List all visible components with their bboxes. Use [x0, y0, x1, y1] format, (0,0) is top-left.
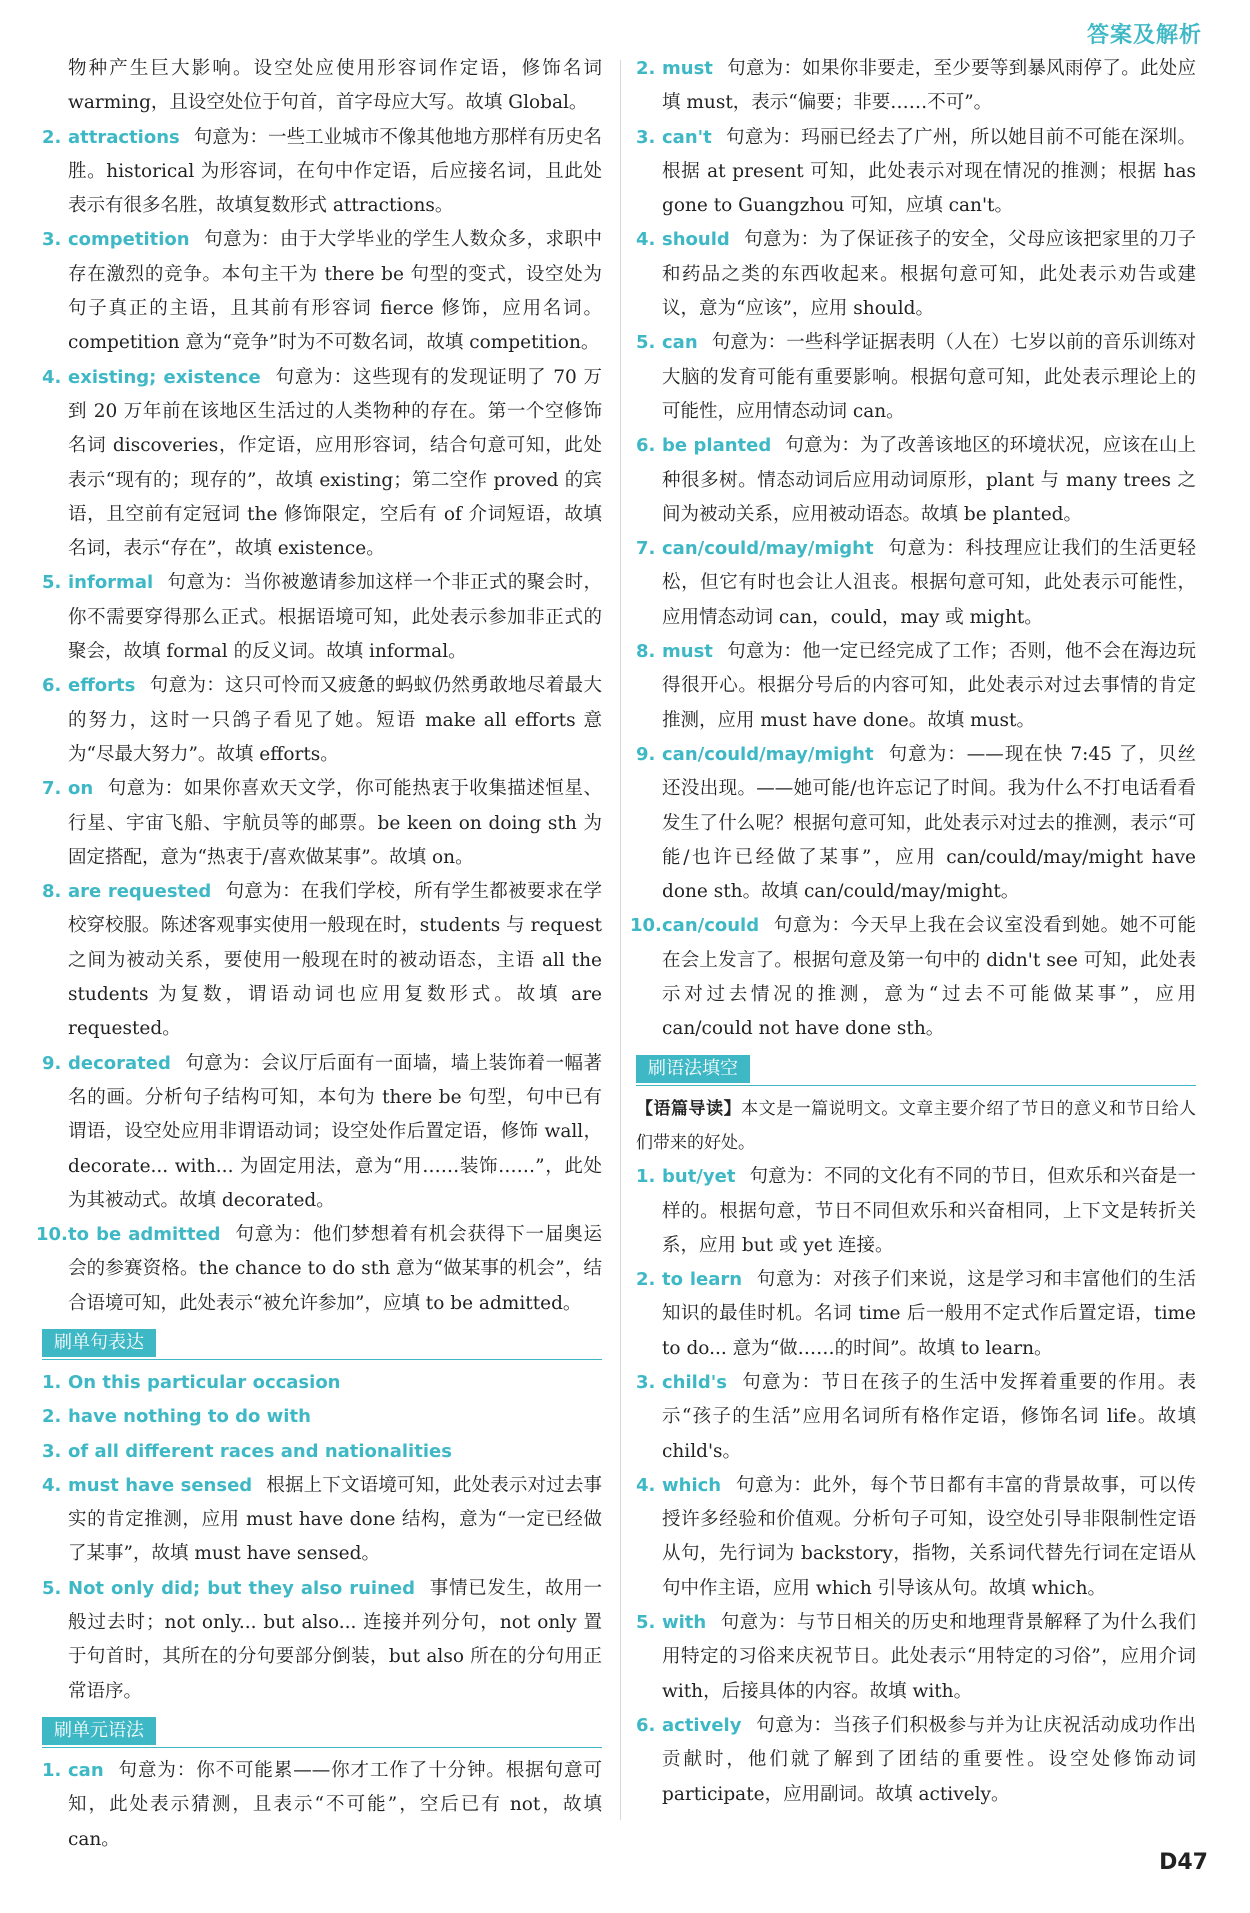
answer-text: to learn: [662, 1269, 743, 1291]
section-header: [42, 1329, 602, 1360]
section-label: 刷单句表达: [42, 1329, 156, 1357]
answer-text: actively: [662, 1714, 742, 1736]
explanation-text: 句意为：科技理应让我们的生活更轻松，但它有时也会让人沮丧。根据句意可知，此处表示可能性，应用情态动词 can，could，may 或 might。: [662, 538, 1196, 628]
answer-text: must: [662, 641, 713, 663]
answer-item: [42, 1400, 602, 1434]
answer-item: [636, 121, 1196, 224]
item-number: 2.: [42, 1406, 62, 1428]
left-column: [36, 52, 602, 1857]
explanation-text: 句意为：玛丽已经去了广州，所以她目前不可能在深圳。根据 at present 可知，此处表示对现在情况的推测；根据 has gone to Guangzhou 可知，应填 can't。: [662, 126, 1196, 217]
item-number: 6.: [636, 435, 656, 457]
item-number: 3.: [636, 1371, 656, 1393]
header-title: 答案及解析: [1086, 23, 1202, 48]
answer-item: [42, 1435, 602, 1469]
answer-text: are requested: [68, 881, 212, 903]
answer-item: [636, 1606, 1196, 1709]
answer-text: existing; existence: [68, 366, 261, 388]
answer-item: [636, 532, 1196, 635]
answer-text: to be admitted: [68, 1224, 221, 1246]
answer-item: [636, 1469, 1196, 1606]
item-number: 3.: [42, 229, 62, 251]
passage-intro: [636, 1092, 1196, 1161]
explanation-text: 句意为：当孩子们积极参与并为让庆祝活动成功作出贡献时，他们就了解到了团结的重要性。设空处修饰动词 participate，应用副词。故填 actively。: [662, 1714, 1196, 1805]
answer-text: should: [662, 229, 730, 251]
answer-text: Not only did; but they also ruined: [68, 1577, 416, 1599]
item-number: 4.: [636, 1474, 656, 1496]
answer-text: can't: [662, 126, 712, 148]
item-number: 5.: [42, 572, 62, 594]
answer-text: competition: [68, 229, 190, 251]
answer-text: efforts: [68, 675, 136, 697]
explanation-text: 句意为：为了改善该地区的环境状况，应该在山上种很多树。情态动词后应用动词原形，plant 与 many trees 之间为被动关系，应用被动语态。故填 be planted。: [662, 435, 1196, 525]
explanation-text: 句意为：与节日相关的历史和地理背景解释了为什么我们用特定的习俗来庆祝节日。此处表示“用特定的习俗”，应用介词 with，后接具体的内容。故填 with。: [662, 1612, 1196, 1702]
item-number: 1.: [42, 1759, 62, 1781]
explanation-text: 句意为：节日在孩子的生活中发挥着重要的作用。表示“孩子的生活”应用名词所有格作定语，修饰名词 life。故填 child's。: [662, 1371, 1196, 1462]
answer-item: [42, 875, 602, 1046]
item-number: 5.: [636, 332, 656, 354]
answer-item: [42, 1047, 602, 1218]
item-number: 10.: [36, 1224, 68, 1246]
explanation-text: 句意为：——现在快 7:45 了，贝丝还没出现。——她可能/也许忘记了时间。我为什么不打电话看看发生了什么呢？根据句意可知，此处表示对过去的推测，表示“可能/也许已经做了某事”，应用 can/could/may/might have done sth。故填 can/could/may/might。: [662, 743, 1196, 903]
answer-item: [42, 772, 602, 875]
answer-item: [42, 566, 602, 669]
answer-text: have nothing to do with: [68, 1406, 311, 1428]
answer-item: [36, 1218, 602, 1321]
explanation-text: 句意为：此外，每个节日都有丰富的背景故事，可以传授许多经验和价值观。分析句子可知，设空处引导非限制性定语从句，先行词为 backstory，指物，关系词代替先行词在定语从句中作主语，应用 which 引导该从句。故填 which。: [662, 1474, 1196, 1599]
section-label: 刷单元语法: [42, 1717, 156, 1745]
section-header: [42, 1717, 602, 1748]
explanation-text: 句意为：你不可能累——你才工作了十分钟。根据句意可知，此处表示猜测，且表示“不可能”，空后已有 not，故填 can。: [68, 1759, 602, 1850]
item-number: 2.: [636, 58, 656, 79]
item-number: 2.: [42, 126, 62, 148]
item-number: 6.: [42, 675, 62, 697]
answer-item: [636, 635, 1196, 738]
answer-item: [42, 1366, 602, 1400]
column-divider: [620, 60, 621, 1820]
answer-item: [636, 1263, 1196, 1366]
answer-item: [636, 326, 1196, 429]
answer-item: [636, 429, 1196, 532]
answer-item: [42, 1572, 602, 1709]
item-number: 7.: [42, 778, 62, 800]
item-number: 10.: [630, 915, 662, 937]
answer-item: [636, 223, 1196, 326]
explanation-text: 句意为：这些现有的发现证明了 70 万到 20 万年前在该地区生活过的人类物种的存在。第一个空修饰名词 discoveries，作定语，应用形容词，结合句意可知，此处表示“现有的；现存的”，故填 existing；第二空作 proved 的宾语，且空前有定冠词 the 修饰限定，空后有 of 介词短语，故填名词，表示“存在”，故填 existence。: [68, 366, 602, 560]
answer-text: on: [68, 778, 94, 800]
answer-text: On this particular occasion: [68, 1371, 341, 1393]
explanation-text: 句意为：在我们学校，所有学生都被要求在学校穿校服。陈述客观事实使用一般现在时，students 与 request 之间为被动关系，要使用一般现在时的被动语态，主语 all the students 为复数，谓语动词也应用复数形式。故填 are requested。: [68, 881, 602, 1040]
item-number: 6.: [636, 1714, 656, 1736]
item-number: 4.: [42, 1474, 62, 1496]
answer-text: with: [662, 1612, 707, 1634]
answer-text: can/could/may/might: [662, 743, 874, 765]
item-number: 8.: [636, 641, 656, 663]
item-number: 1.: [636, 1166, 656, 1188]
answer-item: [636, 738, 1196, 909]
answer-text: but/yet: [662, 1166, 736, 1188]
item-number: 9.: [42, 1052, 62, 1074]
explanation-text: 句意为：一些科学证据表明（人在）七岁以前的音乐训练对大脑的发育可能有重要影响。根据句意可知，此处表示理论上的可能性，应用情态动词 can。: [662, 332, 1196, 422]
item-number: 4.: [636, 229, 656, 251]
explanation-text: 句意为：这只可怜而又疲惫的蚂蚁仍然勇敢地尽着最大的努力，这时一只鸽子看见了她。短语 make all efforts 意为“尽最大努力”。故填 efforts。: [68, 675, 602, 765]
answer-item: [636, 52, 1196, 121]
explanation-text: 句意为：由于大学毕业的学生人数众多，求职中存在激烈的竞争。本句主干为 there be 句型的变式，设空处为句子真正的主语，且其前有形容词 fierce 修饰，应用名词。competition 意为“竞争”时为不可数名词，故填 competition。: [68, 229, 602, 354]
answer-text: can: [68, 1759, 104, 1781]
item-number: 3.: [636, 126, 656, 148]
answer-text: informal: [68, 572, 154, 594]
answer-item: [42, 223, 602, 360]
answer-item: [42, 121, 602, 224]
explanation-text: 句意为：不同的文化有不同的节日，但欢乐和兴奋是一样的。根据句意，节日不同但欢乐和兴奋相同，上下文是转折关系，应用 but 或 yet 连接。: [662, 1166, 1196, 1256]
answer-text: can: [662, 332, 698, 354]
answer-item: [636, 1160, 1196, 1263]
answer-text: can/could/may/might: [662, 538, 874, 560]
answer-text: be planted: [662, 435, 772, 457]
item-number: 1.: [42, 1371, 62, 1393]
explanation-text: 句意为：会议厅后面有一面墙，墙上装饰着一幅著名的画。分析句子结构可知，本句为 there be 句型，句中已有谓语，设空处应用非谓语动词；设空处作后置定语，修饰 wall，decorate... with... 为固定用法，意为“用……装饰……”，此处为其被动式。故填 decorated。: [68, 1052, 602, 1211]
explanation-text: 句意为：他们梦想着有机会获得下一届奥运会的参赛资格。the chance to do sth 意为“做某事的机会”，结合语境可知，此处表示“被允许参加”，应填 to be admitted。: [68, 1224, 602, 1314]
explanation-text: 句意为：一些工业城市不像其他地方那样有历史名胜。historical 为形容词，在句中作定语，后应接名词，且此处表示有很多名胜，故填复数形式 attractions。: [68, 126, 602, 217]
answer-text: must: [662, 58, 713, 79]
answer-text: can/could: [662, 915, 760, 937]
explanation-text: 句意为：他一定已经完成了工作；否则，他不会在海边玩得很开心。根据分号后的内容可知，此处表示对过去事情的肯定推测，应用 must have done。故填 must。: [662, 641, 1196, 731]
right-column: [630, 52, 1197, 1812]
answer-text: child's: [662, 1371, 727, 1393]
answer-text: attractions: [68, 126, 180, 148]
explanation-text: 句意为：今天早上我在会议室没看到她。她不可能在会上发言了。根据句意及第一句中的 didn't see 可知，此处表示对过去情况的推测，意为“过去不可能做某事”，应用 can/could not have done sth。: [662, 915, 1196, 1040]
section-header: [636, 1055, 1196, 1086]
answer-item: [42, 669, 602, 772]
section-label: 刷语法填空: [636, 1055, 750, 1083]
answer-text: which: [662, 1474, 722, 1496]
answer-item: [636, 1366, 1196, 1469]
explanation-text: 句意为：当你被邀请参加这样一个非正式的聚会时，你不需要穿得那么正式。根据语境可知，此处表示参加非正式的聚会，故填 formal 的反义词。故填 informal。: [68, 572, 602, 663]
answer-text: decorated: [68, 1052, 171, 1074]
continued-text: 物种产生巨大影响。设空处应使用形容词作定语，修饰名词 warming，且设空处位于句首，首字母应大写。故填 Global。: [68, 58, 602, 114]
answer-item: [42, 361, 602, 567]
answer-text: of all different races and nationalities: [68, 1440, 452, 1462]
answer-item: [636, 1709, 1196, 1812]
answer-item: [630, 909, 1196, 1046]
item-number: 8.: [42, 881, 62, 903]
item-number: 2.: [636, 1269, 656, 1291]
explanation-text: 句意为：如果你非要走，至少要等到暴风雨停了。此处应填 must，表示“偏要；非要……不可”。: [662, 58, 1196, 114]
answer-item: [42, 1754, 602, 1857]
explanation-text: 事情已发生，故用一般过去时；not only... but also... 连接并列分句，not only 置于句首时，其所在的分句要部分倒装，but also 所在的分句用正常语序。: [68, 1577, 602, 1702]
item-number: 4.: [42, 366, 62, 388]
intro-text: 本文是一篇说明文。文章主要介绍了节日的意义和节日给人们带来的好处。: [636, 1098, 1197, 1153]
page-number: D47: [1159, 1850, 1208, 1875]
item-number: 7.: [636, 538, 656, 560]
item-number: 9.: [636, 743, 656, 765]
explanation-text: 句意为：为了保证孩子的安全，父母应该把家里的刀子和药品之类的东西收起来。根据句意可知，此处表示劝告或建议，意为“应该”，应用 should。: [662, 229, 1196, 320]
answer-text: must have sensed: [68, 1474, 253, 1496]
explanation-text: 句意为：对孩子们来说，这是学习和丰富他们的生活知识的最佳时机。名词 time 后一般用不定式作后置定语，time to do... 意为“做……的时间”。故填 to learn。: [662, 1269, 1197, 1359]
explanation-text: 根据上下文语境可知，此处表示对过去事实的肯定推测，应用 must have done 结构，意为“一定已经做了某事”，故填 must have sensed。: [68, 1474, 602, 1565]
intro-tag: 【语篇导读】: [636, 1098, 742, 1119]
explanation-text: 句意为：如果你喜欢天文学，你可能热衷于收集描述恒星、行星、宇宙飞船、宇航员等的邮票。be keen on doing sth 为固定搭配，意为“热衷于/喜欢做某事”。故填 on。: [68, 778, 602, 868]
item-number: 3.: [42, 1440, 62, 1462]
item-number: 5.: [636, 1612, 656, 1634]
answer-item: [42, 1469, 602, 1572]
item-number: 5.: [42, 1577, 62, 1599]
